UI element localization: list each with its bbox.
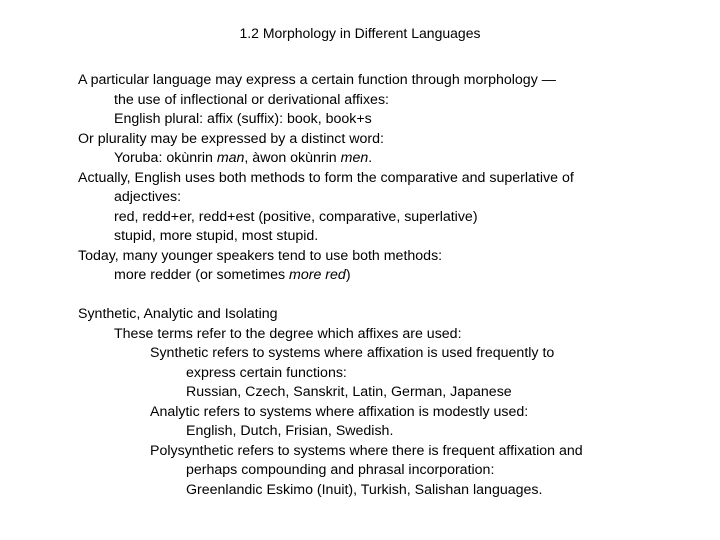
example-line: stupid, more stupid, most stupid. [114, 228, 319, 244]
example-text: more redder (or sometimes [114, 267, 290, 283]
example-line: red, redd+er, redd+est (positive, comparative, superlative) [114, 208, 478, 225]
example-line [78, 149, 708, 169]
example-line: English plural: affix (suffix): book, book+s [114, 111, 372, 127]
example-italic: more red [289, 267, 346, 283]
paragraph-line: Or plurality may be expressed by a distinct word: [78, 130, 384, 147]
paragraph-line: adjectives: [114, 189, 182, 205]
example-text: ) [345, 267, 351, 283]
slide-title: 1.2 Morphology in Different Languages [239, 25, 481, 41]
definition-line: Polysynthetic refers to systems where there is frequent affixation and [150, 442, 583, 459]
paragraph-line: These terms refer to the degree which affixes are used: [114, 325, 462, 342]
definition-line: Analytic refers to systems where affixation is modestly used: [150, 403, 529, 420]
example-line [78, 266, 708, 286]
paragraph-line: Actually, English uses both methods to form the comparative and superlative of [78, 169, 574, 186]
slide-content [78, 71, 708, 500]
paragraph-line: Today, many younger speakers tend to use both methods: [78, 247, 443, 264]
definition-line: express certain functions: [186, 364, 347, 381]
example-line: Greenlandic Eskimo (Inuit), Turkish, Salishan languages. [186, 481, 543, 498]
example-line: Russian, Czech, Sanskrit, Latin, German, Japanese [186, 384, 512, 400]
example-gloss: man [216, 150, 245, 166]
paragraph-line: the use of inflectional or derivational affixes: [114, 91, 389, 108]
section-heading: Synthetic, Analytic and Isolating [78, 306, 278, 322]
example-text: , àwon okùnrin [244, 150, 341, 166]
definition-line: perhaps compounding and phrasal incorporation: [186, 462, 495, 478]
example-text: . [368, 150, 373, 166]
paragraph-line: A particular language may express a certain function through morphology — [78, 72, 556, 88]
example-text: Yoruba: okùnrin [114, 150, 217, 166]
example-line: English, Dutch, Frisian, Swedish. [186, 423, 394, 439]
example-gloss: men [340, 150, 369, 166]
section-gap [78, 286, 708, 306]
definition-line: Synthetic refers to systems where affixation is used frequently to [150, 345, 555, 361]
